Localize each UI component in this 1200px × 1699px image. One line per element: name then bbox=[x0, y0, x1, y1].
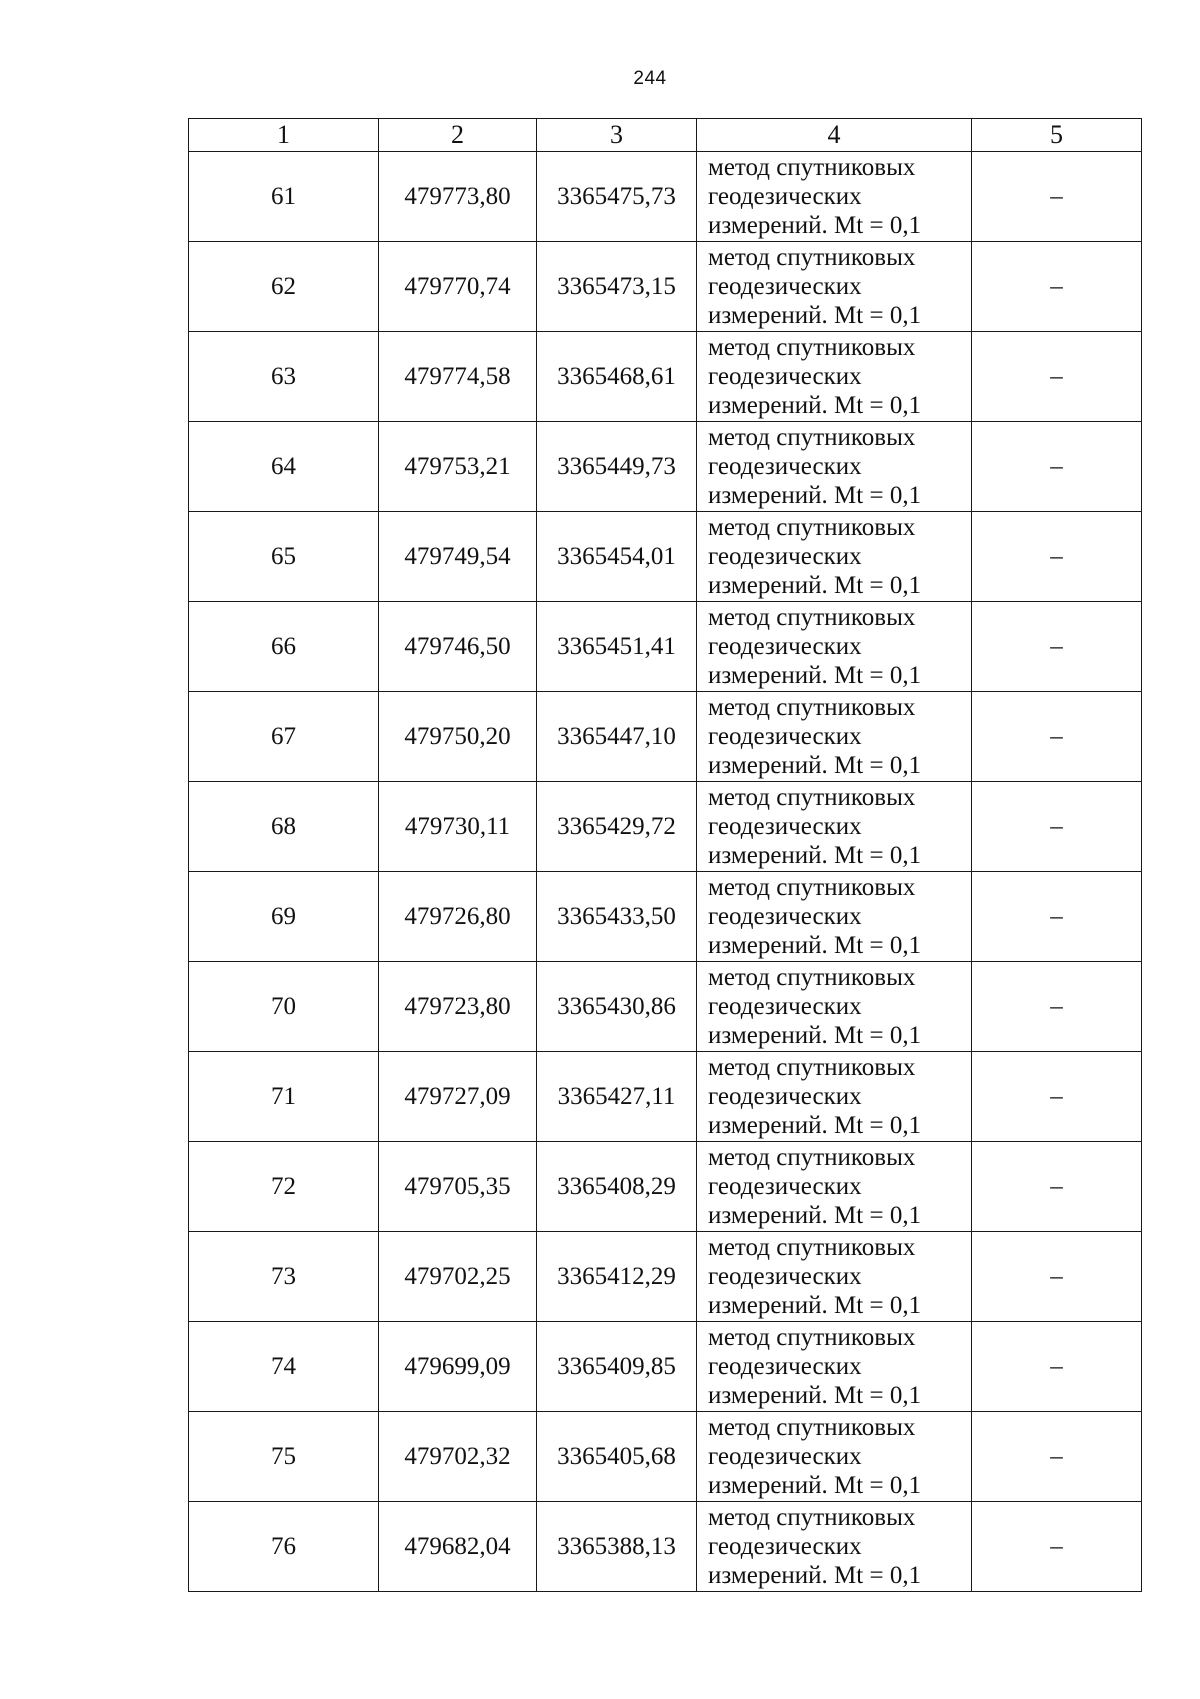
method-line: измерений. Mt = 0,1 bbox=[708, 1472, 922, 1499]
method-cell bbox=[697, 242, 972, 332]
note-cell: – bbox=[972, 1502, 1142, 1592]
point-number-cell: 65 bbox=[189, 512, 379, 602]
point-number-cell: 76 bbox=[189, 1502, 379, 1592]
column-header-3: 3 bbox=[537, 119, 697, 152]
method-line: метод спутниковых bbox=[708, 1324, 916, 1351]
header-row bbox=[189, 119, 1142, 152]
table-row bbox=[189, 152, 1142, 242]
page-number: 244 bbox=[633, 68, 667, 89]
method-line: геодезических bbox=[708, 1443, 862, 1470]
point-number-cell: 63 bbox=[189, 332, 379, 422]
note-cell: – bbox=[972, 1322, 1142, 1412]
x-coordinate-cell: 479699,09 bbox=[379, 1322, 537, 1412]
x-coordinate-cell: 479749,54 bbox=[379, 512, 537, 602]
column-header-4: 4 bbox=[697, 119, 972, 152]
x-coordinate-cell: 479705,35 bbox=[379, 1142, 537, 1232]
table-row bbox=[189, 1232, 1142, 1322]
method-line: измерений. Mt = 0,1 bbox=[708, 302, 922, 329]
method-line: метод спутниковых bbox=[708, 1144, 916, 1171]
y-coordinate-cell: 3365412,29 bbox=[537, 1232, 697, 1322]
method-cell bbox=[697, 1052, 972, 1142]
y-coordinate-cell: 3365409,85 bbox=[537, 1322, 697, 1412]
method-line: геодезических bbox=[708, 363, 862, 390]
table-body bbox=[189, 152, 1142, 1592]
method-line: метод спутниковых bbox=[708, 1054, 916, 1081]
method-line: измерений. Mt = 0,1 bbox=[708, 1112, 922, 1139]
point-number-cell: 61 bbox=[189, 152, 379, 242]
table-row bbox=[189, 242, 1142, 332]
point-number-cell: 71 bbox=[189, 1052, 379, 1142]
table-row bbox=[189, 872, 1142, 962]
method-line: метод спутниковых bbox=[708, 334, 916, 361]
x-coordinate-cell: 479774,58 bbox=[379, 332, 537, 422]
note-cell: – bbox=[972, 1232, 1142, 1322]
method-line: измерений. Mt = 0,1 bbox=[708, 932, 922, 959]
method-cell bbox=[697, 332, 972, 422]
column-header-2: 2 bbox=[379, 119, 537, 152]
y-coordinate-cell: 3365475,73 bbox=[537, 152, 697, 242]
method-cell bbox=[697, 1232, 972, 1322]
method-cell bbox=[697, 1412, 972, 1502]
point-number-cell: 72 bbox=[189, 1142, 379, 1232]
method-cell bbox=[697, 1502, 972, 1592]
x-coordinate-cell: 479702,25 bbox=[379, 1232, 537, 1322]
column-header-1: 1 bbox=[189, 119, 379, 152]
method-line: геодезических bbox=[708, 183, 862, 210]
table-row bbox=[189, 602, 1142, 692]
method-line: метод спутниковых bbox=[708, 964, 916, 991]
table-row bbox=[189, 1502, 1142, 1592]
method-line: метод спутниковых bbox=[708, 694, 916, 721]
y-coordinate-cell: 3365405,68 bbox=[537, 1412, 697, 1502]
method-line: измерений. Mt = 0,1 bbox=[708, 572, 922, 599]
point-number-cell: 68 bbox=[189, 782, 379, 872]
point-number-cell: 62 bbox=[189, 242, 379, 332]
method-line: геодезических bbox=[708, 633, 862, 660]
table-row bbox=[189, 1412, 1142, 1502]
method-line: измерений. Mt = 0,1 bbox=[708, 1202, 922, 1229]
method-line: геодезических bbox=[708, 1083, 862, 1110]
method-line: метод спутниковых bbox=[708, 1234, 916, 1261]
method-line: измерений. Mt = 0,1 bbox=[708, 1562, 922, 1589]
y-coordinate-cell: 3365408,29 bbox=[537, 1142, 697, 1232]
point-number-cell: 67 bbox=[189, 692, 379, 782]
method-cell bbox=[697, 1322, 972, 1412]
method-line: метод спутниковых bbox=[708, 1504, 916, 1531]
note-cell: – bbox=[972, 962, 1142, 1052]
note-cell: – bbox=[972, 152, 1142, 242]
method-line: метод спутниковых bbox=[708, 784, 916, 811]
method-line: измерений. Mt = 0,1 bbox=[708, 1292, 922, 1319]
y-coordinate-cell: 3365451,41 bbox=[537, 602, 697, 692]
method-line: измерений. Mt = 0,1 bbox=[708, 482, 922, 509]
method-line: геодезических bbox=[708, 903, 862, 930]
point-number-cell: 66 bbox=[189, 602, 379, 692]
y-coordinate-cell: 3365429,72 bbox=[537, 782, 697, 872]
y-coordinate-cell: 3365430,86 bbox=[537, 962, 697, 1052]
note-cell: – bbox=[972, 422, 1142, 512]
method-cell bbox=[697, 782, 972, 872]
method-line: геодезических bbox=[708, 1533, 862, 1560]
note-cell: – bbox=[972, 1052, 1142, 1142]
table-row bbox=[189, 1322, 1142, 1412]
method-cell bbox=[697, 872, 972, 962]
x-coordinate-cell: 479726,80 bbox=[379, 872, 537, 962]
method-cell bbox=[697, 962, 972, 1052]
method-cell bbox=[697, 692, 972, 782]
point-number-cell: 73 bbox=[189, 1232, 379, 1322]
method-line: геодезических bbox=[708, 723, 862, 750]
method-line: метод спутниковых bbox=[708, 244, 916, 271]
note-cell: – bbox=[972, 872, 1142, 962]
y-coordinate-cell: 3365447,10 bbox=[537, 692, 697, 782]
method-line: геодезических bbox=[708, 1263, 862, 1290]
x-coordinate-cell: 479753,21 bbox=[379, 422, 537, 512]
y-coordinate-cell: 3365433,50 bbox=[537, 872, 697, 962]
note-cell: – bbox=[972, 512, 1142, 602]
y-coordinate-cell: 3365454,01 bbox=[537, 512, 697, 602]
table-row bbox=[189, 422, 1142, 512]
point-number-cell: 70 bbox=[189, 962, 379, 1052]
coordinates-table bbox=[188, 118, 1142, 1592]
table-row bbox=[189, 782, 1142, 872]
method-cell bbox=[697, 512, 972, 602]
method-cell bbox=[697, 152, 972, 242]
method-line: геодезических bbox=[708, 453, 862, 480]
y-coordinate-cell: 3365388,13 bbox=[537, 1502, 697, 1592]
method-line: измерений. Mt = 0,1 bbox=[708, 752, 922, 779]
x-coordinate-cell: 479750,20 bbox=[379, 692, 537, 782]
method-line: измерений. Mt = 0,1 bbox=[708, 842, 922, 869]
x-coordinate-cell: 479770,74 bbox=[379, 242, 537, 332]
y-coordinate-cell: 3365427,11 bbox=[537, 1052, 697, 1142]
note-cell: – bbox=[972, 242, 1142, 332]
method-cell bbox=[697, 602, 972, 692]
x-coordinate-cell: 479723,80 bbox=[379, 962, 537, 1052]
method-line: метод спутниковых bbox=[708, 514, 916, 541]
method-line: измерений. Mt = 0,1 bbox=[708, 392, 922, 419]
point-number-cell: 74 bbox=[189, 1322, 379, 1412]
method-line: геодезических bbox=[708, 993, 862, 1020]
note-cell: – bbox=[972, 782, 1142, 872]
point-number-cell: 69 bbox=[189, 872, 379, 962]
method-cell bbox=[697, 1142, 972, 1232]
note-cell: – bbox=[972, 1412, 1142, 1502]
table-row bbox=[189, 692, 1142, 782]
method-line: измерений. Mt = 0,1 bbox=[708, 212, 922, 239]
point-number-cell: 64 bbox=[189, 422, 379, 512]
method-line: метод спутниковых bbox=[708, 604, 916, 631]
y-coordinate-cell: 3365468,61 bbox=[537, 332, 697, 422]
y-coordinate-cell: 3365449,73 bbox=[537, 422, 697, 512]
note-cell: – bbox=[972, 692, 1142, 782]
method-line: измерений. Mt = 0,1 bbox=[708, 1382, 922, 1409]
table-row bbox=[189, 1052, 1142, 1142]
note-cell: – bbox=[972, 1142, 1142, 1232]
x-coordinate-cell: 479727,09 bbox=[379, 1052, 537, 1142]
x-coordinate-cell: 479746,50 bbox=[379, 602, 537, 692]
note-cell: – bbox=[972, 602, 1142, 692]
column-header-5: 5 bbox=[972, 119, 1142, 152]
table-header bbox=[189, 119, 1142, 152]
table-row bbox=[189, 1142, 1142, 1232]
method-line: геодезических bbox=[708, 1353, 862, 1380]
table-row bbox=[189, 332, 1142, 422]
x-coordinate-cell: 479773,80 bbox=[379, 152, 537, 242]
method-line: геодезических bbox=[708, 1173, 862, 1200]
table-row bbox=[189, 962, 1142, 1052]
x-coordinate-cell: 479682,04 bbox=[379, 1502, 537, 1592]
method-line: геодезических bbox=[708, 543, 862, 570]
method-line: метод спутниковых bbox=[708, 424, 916, 451]
x-coordinate-cell: 479702,32 bbox=[379, 1412, 537, 1502]
method-line: геодезических bbox=[708, 273, 862, 300]
method-line: измерений. Mt = 0,1 bbox=[708, 662, 922, 689]
point-number-cell: 75 bbox=[189, 1412, 379, 1502]
method-line: геодезических bbox=[708, 813, 862, 840]
method-line: метод спутниковых bbox=[708, 874, 916, 901]
note-cell: – bbox=[972, 332, 1142, 422]
x-coordinate-cell: 479730,11 bbox=[379, 782, 537, 872]
method-line: метод спутниковых bbox=[708, 1414, 916, 1441]
method-cell bbox=[697, 422, 972, 512]
method-line: измерений. Mt = 0,1 bbox=[708, 1022, 922, 1049]
table-row bbox=[189, 512, 1142, 602]
method-line: метод спутниковых bbox=[708, 154, 916, 181]
y-coordinate-cell: 3365473,15 bbox=[537, 242, 697, 332]
